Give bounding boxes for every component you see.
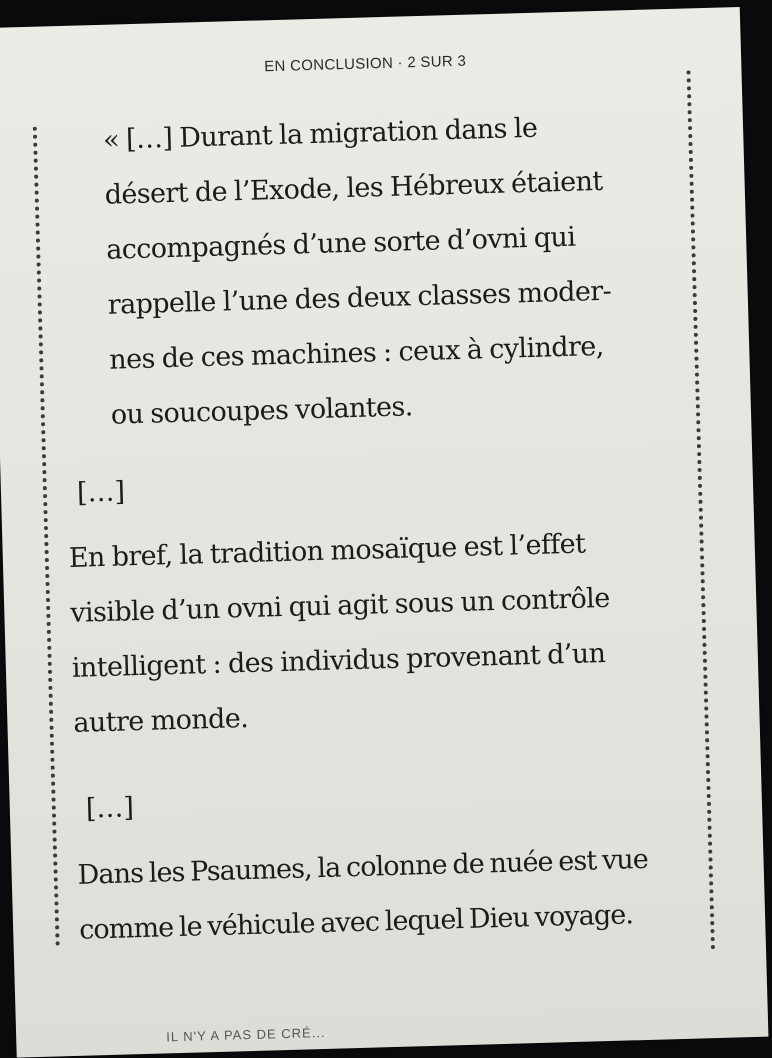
- quote-border-left: [33, 127, 60, 947]
- book-page[interactable]: [0, 7, 768, 1058]
- text-line: intelligent : des individus provenant d’un: [71, 638, 606, 684]
- paragraph: [77, 829, 740, 957]
- text-line: En bref, la tradition mosaïque est l’effet: [68, 528, 586, 574]
- omission-marker: […]: [85, 792, 135, 825]
- text-line: « […] Durant la migration dans le: [102, 112, 538, 156]
- text-line: rappelle l’une des deux classes moder-: [107, 275, 612, 321]
- text-line: désert de l’Exode, les Hébreux étaient: [104, 165, 604, 211]
- text-line: accompagnés d’une sorte d’ovni qui: [105, 221, 576, 266]
- text-line: visible d’un ovni qui agit sous un contrôle: [69, 582, 611, 629]
- text-line: nes de ces machines : ceux à cylindre,: [108, 330, 605, 376]
- quoted-passage: [102, 99, 623, 443]
- text-line: ou soucoupes volantes.: [110, 391, 414, 431]
- omission-marker: […]: [76, 476, 126, 509]
- quote-border-right: [686, 70, 715, 950]
- text-line: Dans les Psaumes, la colonne de nuée est vue: [77, 843, 649, 891]
- next-page-text-fragment: IL N'Y A PAS DE CRÉ...: [166, 1024, 326, 1045]
- chapter-progress-header: EN CONCLUSION · 2 SUR 3: [263, 52, 467, 76]
- text-line: autre monde.: [73, 703, 249, 739]
- text-line: comme le véhicule avec lequel Dieu voyage.: [78, 899, 634, 946]
- paragraph: [68, 513, 714, 751]
